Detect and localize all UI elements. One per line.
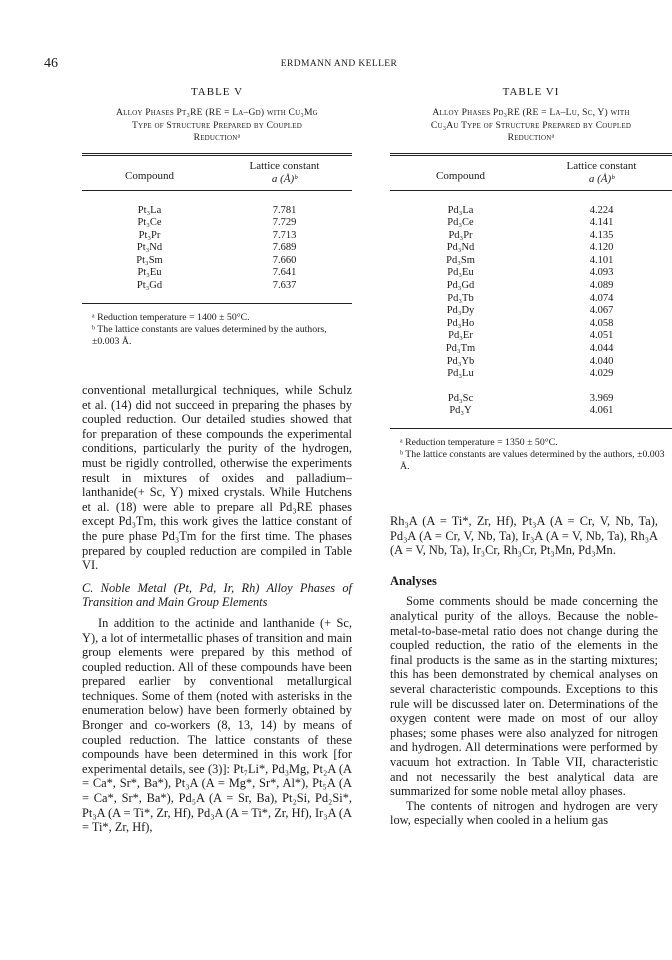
lattice-constant-cell: 7.689: [272, 242, 297, 254]
table-row: [82, 230, 352, 243]
table-vi-title: TABLE VI: [502, 86, 560, 98]
paragraph: Rh₃A (A = Ti*, Zr, Hf), Pt₃A (A = Cr, V, Nb, Ta), Pd₃A (A = Cr, V, Nb, Ta), Ir₃A (A = V, Nb, Ta), Rh₃A (A = V, Nb, Ta), Ir₃Cr, Rh₃Cr, Pt₃Mn, Pd₃Mn.: [390, 514, 658, 558]
lattice-constant-cell: 4.044: [589, 343, 614, 355]
table-row: [390, 305, 672, 318]
table-row: [82, 217, 352, 230]
table-row: [390, 368, 672, 381]
right-body-text: [390, 514, 658, 828]
table-v-caption-line: Type of Structure Prepared by Coupled: [131, 119, 303, 131]
page-header: [44, 56, 634, 74]
table-v-footnote-a: ᵃ Reduction temperature = 1400 ± 50°C.: [92, 311, 250, 323]
table-v-caption-line: Reductionᵃ: [193, 132, 241, 143]
table-vi-caption-line: Cu₃Au Type of Structure Prepared by Coupled: [430, 119, 632, 131]
compound-cell: Pt₃Nd: [136, 242, 163, 254]
table-v-header: [82, 156, 352, 186]
table-row: [390, 267, 672, 280]
compound-cell: Pd₃Sc: [447, 392, 474, 404]
compound-cell: Pd₃La: [447, 204, 474, 216]
table-row: [390, 242, 672, 255]
paragraph: conventional metallurgical techniques, while Schulz et al. (14) did not succeed in preparing the phases by coupled reduction. Our detailed studies showed that for preparation of these compounds the experimental conditions, particularly the purity of the hydrogen, must be rigidly controlled, otherwise the experiments result in mixtures of oxides and palladium–lanthanide(+ Sc, Y) mixed crystals. While Hutchens et al. (18) were able to prepare all Pd₃RE phases except Pd₃Tm, this work gives the lattice constant of the pure phase Pd₃Tm for the first time. The phases prepared by coupled reduction are compiled in Table VI.: [82, 383, 352, 573]
table-row: [390, 217, 672, 230]
lattice-constant-cell: 4.074: [589, 292, 614, 304]
paragraph: In addition to the actinide and lanthanide (+ Sc, Y), a lot of intermetallic phases of transition and main group elements were prepared by this method of coupled reduction. All of these compounds have been prepared earlier by conventional metallurgical techniques. Some of them (noted with asterisks in the enumeration below) have been formerly obtained by Bronger and co-workers (8, 13, 14) by means of coupled reduction. The lattice constants of these compounds have been determined in this work [for experimental details, see (3)]: Pt₇Li*, Pd₃Mg, Pt₂A (A = Ca*, Sr*, Ba*), Pt₃A (A = Mg*, Sr*, Al*), Pt₅A (A = Ca*, Sr*, Ba*), Pd₅A (A = Sr, Ba), Pt₂Si, Pd₂Si*, Pt₃A (A = Ti*, Zr, Hf), Pd₃A (A = Ti*, Zr, Hf), Ir₃A (A = Ti*, Zr, Hf),: [82, 615, 353, 835]
paragraph: The contents of nitrogen and hydrogen are very low, especially when cooled in a helium gas: [390, 798, 658, 828]
lattice-constant-cell: 7.637: [272, 280, 297, 292]
left-body-text: [82, 383, 352, 835]
table-v-caption: [82, 107, 352, 145]
table-v-title: TABLE V: [190, 86, 244, 98]
lattice-constant-cell: 7.713: [272, 229, 297, 241]
compound-cell: Pt₃Ce: [137, 217, 162, 229]
compound-cell: Pd₃Ho: [446, 317, 475, 329]
table-row: [390, 230, 672, 243]
lattice-constant-cell: 4.040: [589, 355, 614, 367]
table-vi-footnote-a: ᵃ Reduction temperature = 1350 ± 50°C.: [400, 437, 558, 448]
compound-cell: Pd₃Lu: [447, 368, 474, 380]
compound-cell: Pd₃Sm: [446, 254, 475, 266]
table-row: [390, 293, 672, 306]
table-vi-caption-line: Alloy Phases Pd₃RE (RE = La–Lu, Sc, Y) with: [432, 107, 630, 118]
table-v-footnotes: [82, 312, 352, 348]
table-vi-header: [390, 156, 672, 186]
compound-cell: Pd₃Gd: [446, 280, 475, 292]
table-vi-footnotes: [390, 437, 672, 473]
compound-cell: Pt₃Sm: [136, 254, 163, 266]
table-row: [82, 280, 352, 293]
table-v: [82, 86, 352, 348]
table-vi-bottom-rule: [390, 428, 672, 429]
table-vi-col-lattice-label: Lattice constant: [566, 159, 637, 172]
table-v-col-lattice-unit: a (Å)ᵇ: [271, 172, 298, 185]
lattice-constant-cell: 4.061: [589, 405, 614, 417]
lattice-constant-cell: 4.135: [589, 229, 614, 241]
lattice-constant-cell: 4.089: [589, 280, 614, 292]
compound-cell: Pd₃Pr: [448, 229, 473, 241]
lattice-constant-cell: 4.224: [589, 204, 614, 216]
section-heading: C. Noble Metal (Pt, Pd, Ir, Rh) Alloy Phases of Transition and Main Group Elements: [82, 580, 352, 610]
table-v-header-rule: [82, 190, 352, 191]
lattice-constant-cell: 7.729: [272, 217, 297, 229]
table-row: [82, 267, 352, 280]
table-vi: [390, 86, 672, 473]
compound-cell: Pd₃Tm: [445, 343, 476, 355]
table-row: [82, 205, 352, 218]
analyses-heading: Analyses: [390, 573, 437, 588]
compound-cell: Pd₃Y: [449, 405, 472, 417]
table-row: [390, 405, 672, 418]
compound-cell: Pt₃Gd: [136, 280, 163, 292]
table-vi-header-rule: [390, 190, 672, 191]
compound-cell: Pt₃Eu: [137, 267, 162, 279]
table-vi-footnote-b: ᵇ The lattice constants are values determined by the authors, ±0.003 Å.: [400, 449, 665, 472]
lattice-constant-cell: 7.781: [272, 204, 297, 216]
table-vi-col-compound: Compound: [436, 169, 485, 182]
table-vi-caption-line: Reductionᵃ: [507, 132, 555, 143]
page-number: 46: [44, 56, 58, 71]
table-v-bottom-rule: [82, 303, 352, 304]
lattice-constant-cell: 4.120: [589, 242, 614, 254]
table-vi-caption: [390, 107, 672, 145]
compound-cell: Pt₃Pr: [138, 229, 161, 241]
lattice-constant-cell: 3.969: [589, 392, 614, 404]
compound-cell: Pd₃Yb: [446, 355, 475, 367]
table-v-caption-line: Alloy Phases Pt₃RE (RE = La–Gd) with Cu₃Mg: [116, 107, 318, 118]
table-vi-col-lattice-unit: a (Å)ᵇ: [588, 172, 615, 185]
table-v-col-lattice: [217, 160, 352, 186]
table-row: [390, 318, 672, 331]
table-row: [390, 393, 672, 406]
table-row: [390, 343, 672, 356]
lattice-constant-cell: 7.641: [272, 267, 297, 279]
lattice-constant-cell: 7.660: [272, 254, 297, 266]
compound-cell: Pd₃Nd: [446, 242, 475, 254]
table-v-body: [82, 205, 352, 293]
running-title: ERDMANN AND KELLER: [280, 59, 398, 69]
compound-cell: Pd₃Dy: [446, 305, 475, 317]
compound-cell: Pd₃Er: [448, 330, 473, 342]
lattice-constant-cell: 4.067: [589, 305, 614, 317]
compound-cell: Pd₃Tb: [447, 292, 474, 304]
lattice-constant-cell: 4.029: [589, 368, 614, 380]
table-vi-col-lattice: [531, 160, 672, 186]
table-row: [390, 255, 672, 268]
lattice-constant-cell: 4.093: [589, 267, 614, 279]
compound-cell: Pd₃Ce: [447, 217, 474, 229]
table-v-footnote-b: ᵇ The lattice constants are values determined by the authors, ±0.003 Å.: [92, 323, 327, 347]
table-row: [390, 205, 672, 218]
compound-cell: Pt₃La: [137, 204, 162, 216]
lattice-constant-cell: 4.051: [589, 330, 614, 342]
compound-cell: Pd₃Eu: [447, 267, 474, 279]
paragraph: Some comments should be made concerning the analytical purity of the alloys. Because the noble-metal-to-base-metal ratio does not change during the coupled reduction, the ratio of the elements in the final products is the same as in the starting mixtures; this has been demonstrated by chemical analyses on several characteristic compounds. Exceptions to this rule will be discussed later on. Determinations of the oxygen content were made on most of our alloy phases; some phases were also analyzed for nitrogen and hydrogen. All determinations were performed by vacuum hot extraction. In Table VII, characteristic and not necessarily the best analytical data are summarized for some noble metal alloy phases.: [390, 594, 658, 799]
table-row: [390, 280, 672, 293]
table-vi-body: [390, 205, 672, 381]
lattice-constant-cell: 4.141: [589, 217, 614, 229]
lattice-constant-cell: 4.101: [589, 254, 614, 266]
table-v-col-lattice-label: Lattice constant: [249, 159, 320, 172]
table-vi-body-extra: [390, 393, 672, 418]
table-row: [390, 356, 672, 369]
table-row: [82, 242, 352, 255]
lattice-constant-cell: 4.058: [589, 317, 614, 329]
table-v-col-compound: Compound: [125, 169, 174, 182]
table-row: [390, 330, 672, 343]
table-row: [82, 255, 352, 268]
